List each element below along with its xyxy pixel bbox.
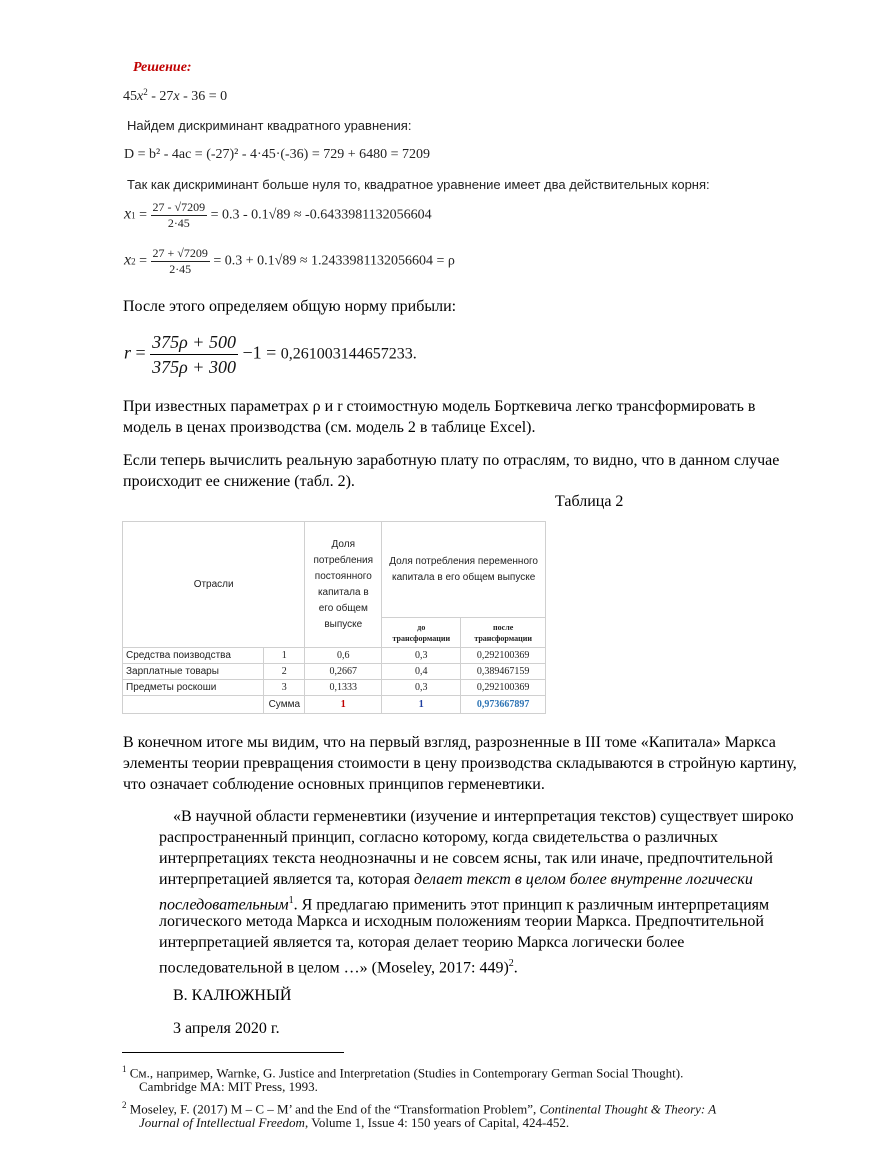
footnote-divider: [122, 1052, 344, 1053]
table-row: Средства поизводства 1 0,6 0,3 0,292100369: [123, 648, 546, 664]
quote-line-3: интерпретациях текста неоднозначны и не совсем ясны, так или иначе, предпочтительной: [159, 850, 773, 867]
conclusion-line-3: что означает соблюдение основных принципов герменевтики.: [123, 776, 545, 793]
conclusion-line-2: элементы теории превращения стоимости в цену производства складываются в стройную картину,: [123, 755, 797, 772]
footnote-2: $^2$ Moseley, F. (2017) M – C – M’ and the End of the “Transformation Problem”, Continental Thought & Theory: A: [122, 1100, 717, 1117]
subheader-before: до трансформации: [382, 618, 461, 648]
profit-fraction: $\frac{375\rho + 500}{375\rho + 300}$: [152, 332, 236, 377]
sum-label: Сумма: [264, 696, 305, 714]
discriminant-formula: D = b² - 4ac = (-27)² - 4·45·(-36) = 729 + 6480 = 7209: [124, 147, 431, 162]
table-sum-row: [123, 696, 546, 714]
sum-after: 0,973667897: [461, 696, 546, 714]
sum-constant: 1: [305, 696, 382, 714]
quote-line-4: интерпретацией является та, которая делает текст в целом более внутренне логически: [159, 871, 753, 888]
quadratic-equation: $45x^2 - 27x - 36 = 0$: [123, 87, 228, 104]
footnote-2-continued: Journal of Intellectual Freedom, Volume 1, Issue 4: 150 years of Capital, 424-452.: [139, 1115, 570, 1130]
coef-b: 27: [159, 89, 174, 104]
header-constant: Доля потребления постоянного капитала в его общем выпуске: [305, 522, 382, 648]
paragraph-2-line-1: Если теперь вычислить реальную заработную плату по отраслям, то видно, что в данном случае: [123, 452, 780, 469]
paragraph-2-line-2: происходит ее снижение (табл. 2).: [123, 473, 355, 490]
paragraph-1-line-1: При известных параметрах ρ и r стоимостную модель Борткевича легко трансформировать в: [123, 398, 756, 415]
header-sector: Отрасли: [123, 522, 305, 648]
sum-before: 1: [382, 696, 461, 714]
quote-line-6: логического метода Маркса и исходным положениям теории Маркса. Предпочтительной: [159, 913, 764, 930]
subheader-after: после трансформации: [461, 618, 546, 648]
quote-line-5: последовательным$^1$. Я предлагаю применить этот принцип к различным интерпретациям: [159, 895, 770, 914]
quote-line-2: распространенный принцип, согласно которому, когда свидетельства о различных: [159, 829, 719, 846]
footnote-ref-2[interactable]: 2: [508, 958, 514, 969]
two-roots-text: Так как дискриминант больше нуля то, квадратное уравнение имеет два действительных корня:: [127, 177, 710, 192]
quote-line-7: интерпретацией является та, которая делает теорию Маркса логически более: [159, 934, 685, 951]
x1-fraction: $\frac{27 - √7209}{2\cdot 45}$: [152, 200, 206, 230]
x2-fraction: $\frac{27 + √7209}{2\cdot 45}$: [152, 246, 208, 276]
solution-heading: Решение:: [133, 60, 192, 75]
profit-formula: r = $\frac{375\rho + 500}{375\rho + 300}$ −1 = 0,261003144657233.: [124, 332, 417, 377]
quote-line-8: последовательной в целом …» (Moseley, 2017: 449)$^2$.: [159, 958, 518, 977]
table-2: [122, 521, 546, 714]
discriminant-intro: Найдем дискриминант квадратного уравнения:: [127, 118, 412, 133]
root-x2: x2 = $\frac{27 + √7209}{2\cdot 45}$ = 0.3 + 0.1√89 ≈ 1.2433981132056604 = ρ: [124, 246, 455, 276]
quote-line-1: «В научной области герменевтики (изучение и интерпретация текстов) существует широко: [173, 808, 794, 825]
root-x1: x1 = $\frac{27 - √7209}{2\cdot 45}$ = 0.3 - 0.1√89 ≈ -0.6433981132056604: [124, 200, 432, 230]
footnote-1: $^1$ См., например, Warnke, G. Justice and Interpretation (Studies in Contemporary German Social Thought).: [122, 1064, 684, 1081]
table-caption: Таблица 2: [555, 493, 624, 510]
conclusion-line-1: В конечном итоге мы видим, что на первый взгляд, разрозненные в III томе «Капитала» Маркса: [123, 734, 776, 751]
paragraph-1-line-2: модель в ценах производства (см. модель 2 в таблице Excel).: [123, 419, 536, 436]
footnote-ref-1[interactable]: 1: [288, 895, 294, 906]
profit-intro: После этого определяем общую норму прибыли:: [123, 298, 457, 315]
signature-date: 3 апреля 2020 г.: [173, 1020, 280, 1037]
footnote-1-continued: Cambridge MA: MIT Press, 1993.: [139, 1079, 318, 1094]
header-variable: Доля потребления переменного капитала в его общем выпуске: [382, 522, 546, 618]
table-row: Предметы роскоши 3 0,1333 0,3 0,292100369: [123, 680, 546, 696]
coef-c: 36: [191, 89, 206, 104]
coef-a: 45: [123, 89, 137, 104]
author-signature: В. КАЛЮЖНЫЙ: [173, 987, 292, 1004]
table-row: Зарплатные товары 2 0,2667 0,4 0,389467159: [123, 664, 546, 680]
